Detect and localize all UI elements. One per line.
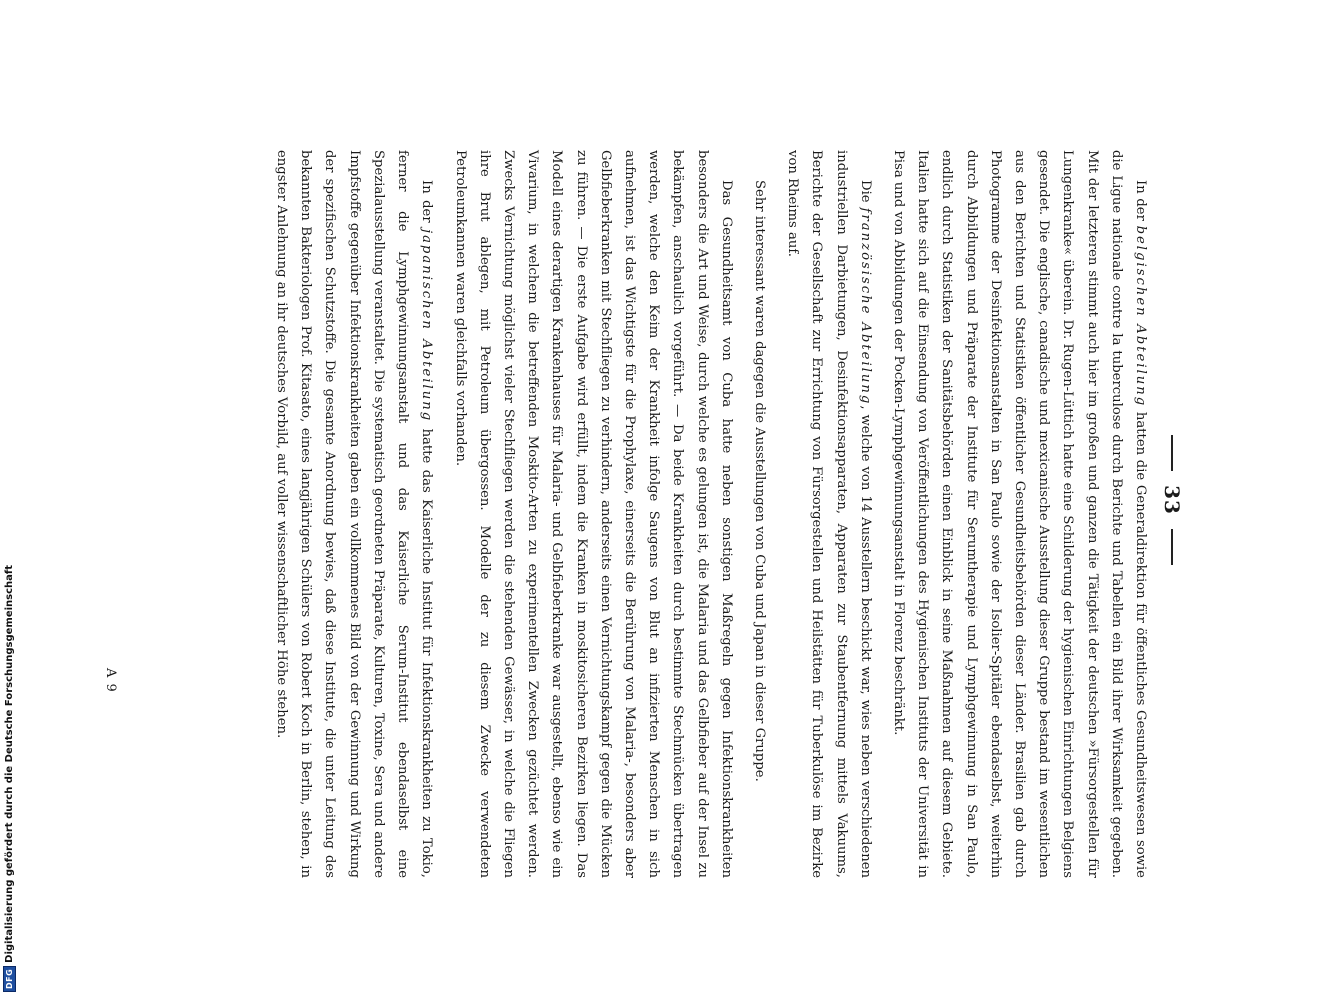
emphasized-heading: japanischen Abteilung	[419, 228, 435, 423]
paragraph-text: hatten die Generaldirektion für öffentliches Gesundheitswesen sowie die Ligue nationale contre la tuberculose durch Berichte und Tabellen ein Bild ihrer Wirksamkeit gegeben. Mit der letzteren stimmt auch hier im großen und ganzen die Tätigkeit der deutschen »Fürsorgestellen für Lungenkranke« überein. Dr. Rugen-Lüttich hatte eine Schilderung der hygienischen Einrichtungen Belgiens gesendet. Die englische, canadische und mexicanische Ausstellung dieser Gruppe bestand im wesentlichen aus den Berichten und Statistiken öffentlicher Gesundheitsbehörden dieser Länder. Brasilien gab durch Photogramme der Desinfektionsanstalten in San Paulo sowie der Isolier-Spitäler ebendaselbst, weiterhin durch Abbildungen und Präparate der Institute für Serumtherapie und Lymphgewinnung in San Paulo, endlich durch Statistiken der Sanitätsbehörden einen Einblick in seine Maßnahmen auf diesem Gebiete. Italien hatte sich auf die Einsendung von Veröffentlichungen des Hygienischen Instituts der Universität in Pisa und von Abbildungen der Pocken-Lymphgewinnungsanstalt in Florenz beschränkt.	[890, 150, 1148, 878]
paragraph	[780, 150, 877, 878]
header-dash-left	[1171, 435, 1173, 471]
paragraph-lead: Die	[857, 180, 873, 208]
paragraph-text: , welche von 14 Ausstellern beschickt war, wies neben verschiedenen industriellen Darbietungen, Desinfektionsapparaten, Apparaten zur Staubentfernung mittels Vakuums, Berichte der Gesellschaft zur Errichtung von Fürsorgestellen und Heilstätten für Tuberkulöse im Bezirke von Rheims auf.	[785, 150, 873, 878]
paragraph-text: Sehr interessant waren dagegen die Ausstellungen von Cuba und Japan in dieser Gruppe.	[751, 180, 767, 782]
paragraph-text: hatte das Kaiserliche Institut für Infektionskrankheiten zu Tokio, ferner die Lymphgewinnungsanstalt und das Kaiserliche Serum-Institut ebendaselbst eine Spezialausstellung veranstaltet. Die systematisch geordneten Präparate, Kulturen, Toxine, Sera und andere Impfstoffe gegenüber Infektionskrankheiten gaben ein vollkommenes Bild von der Gewinnung und Wirkung der spezifischen Schutzstoffe. Die gesamte Anordnung bewies, daß diese Institute, die unter Leitung des bekannten Bakteriologen Prof. Kitasato, eines langjährigen Schülers von Robert Koch in Berlin, stehen, in engster Anlehnung an ihr deutsches Vorbild, auf voller wissenschaftlicher Höhe stehen.	[274, 150, 435, 878]
paragraph-text: Das Gesundheitsamt von Cuba hatte neben sonstigen Maßregeln gegen Infektionskrankheiten besonders die Art und Weise, durch welche es gelungen ist, die Malaria und das Gelbfieber auf der Insel zu bekämpfen, anschaulich vorgeführt. — Da beide Krankheiten durch bestimmte Stechmücken übertragen werden, welche den Keim der Krankheit infolge Saugens von Blut an infizierten Menschen in sich aufnehmen, ist das Wichtigste für die Prophylaxe, einerseits die Berührung von Malaria-, besonders aber Gelbfieberkranken mit Stechfliegen zu verhindern, anderseits einen Vernichtungskampf gegen die Mücken zu führen. — Die erste Aufgabe wird erfüllt, indem die Kranken in moskitosicheren Bezirken liegen. Das Modell eines derartigen Krankenhauses für Malaria- und Gelbfieberkranke war ausgestellt, ebenso wie ein Vivarium, in welchem die betreffenden Moskito-Arten zu experimentellen Zwecken gezüchtet werden. Zwecks Vernichtung möglichst vieler Stechfliegen werden die stehenden Gewässer, in welche die Fliegen ihre Brut ablegen, mit Petroleum übergossen. Modelle der zu diesem Zwecke verwendeten Petroleumkannen waren gleichfalls vorhanden.	[452, 150, 734, 878]
paragraph-lead: In der	[419, 180, 435, 229]
body-text	[260, 150, 1152, 878]
digitization-note-text: Digitalisierung gefördert durch die Deutsche Forschungsgemeinschaft	[4, 564, 15, 963]
header-dash-right	[1171, 529, 1173, 565]
paragraph-lead: In der	[1133, 180, 1148, 226]
emphasized-heading: belgischen Abteilung	[1133, 225, 1148, 408]
paragraph	[447, 150, 737, 878]
emphasized-heading: französische Abteilung	[857, 207, 873, 406]
paragraph	[886, 150, 1152, 878]
paragraph	[269, 150, 438, 878]
dfg-logo-icon: DFG	[3, 966, 16, 992]
page-header	[1160, 0, 1184, 1000]
paragraph	[747, 150, 771, 878]
signature-mark: A 9	[103, 668, 118, 693]
page-number: 33	[1160, 485, 1184, 515]
digitization-note	[2, 564, 18, 992]
